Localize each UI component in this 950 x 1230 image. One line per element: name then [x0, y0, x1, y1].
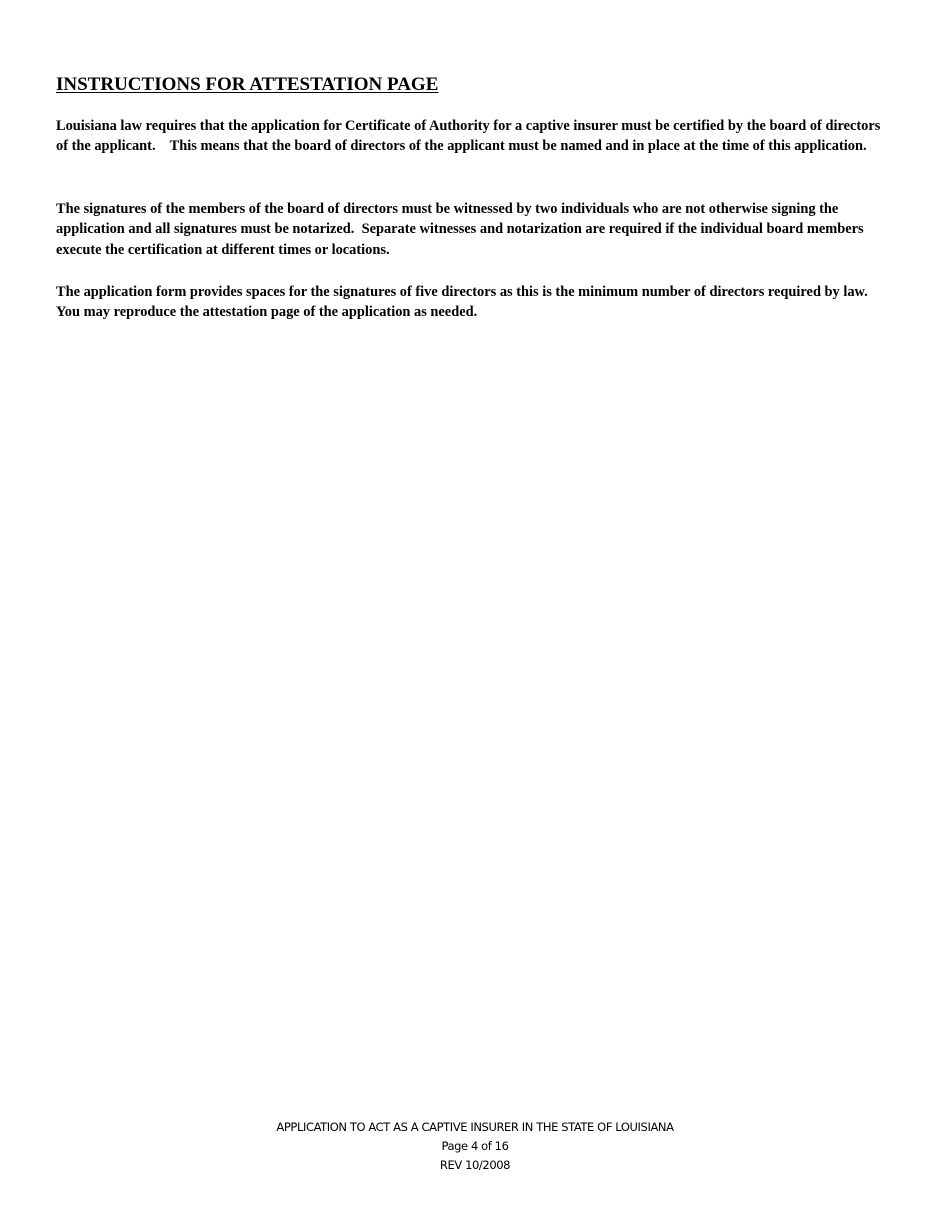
paragraph-director-signatures: The application form provides spaces for the signatures of five directors as this is the minimum number of directors required by law. You may reproduce the attestation page of the application as needed.: [56, 284, 871, 321]
footer-page-number: Page 4 of 16: [441, 1139, 509, 1153]
paragraph-witness-notarization: The signatures of the members of the board of directors must be witnessed by two individuals who are not otherwise signing the application and all signatures must be notarized. Separate witnesses and notarization are required if the individual board members execute the certification at different times or locations.: [56, 201, 868, 258]
footer-revision: REV 10/2008: [439, 1158, 511, 1172]
page-heading: INSTRUCTIONS FOR ATTESTATION PAGE: [56, 74, 439, 95]
paragraph-certification-requirement: Louisiana law requires that the application for Certificate of Authority for a captive insurer must be certified by the board of directors of the applicant. This means that the board of directors of the applicant must be named and in place at the time of this application.: [56, 118, 884, 155]
footer-form-title: APPLICATION TO ACT AS A CAPTIVE INSURER IN THE STATE OF LOUISIANA: [276, 1120, 674, 1134]
